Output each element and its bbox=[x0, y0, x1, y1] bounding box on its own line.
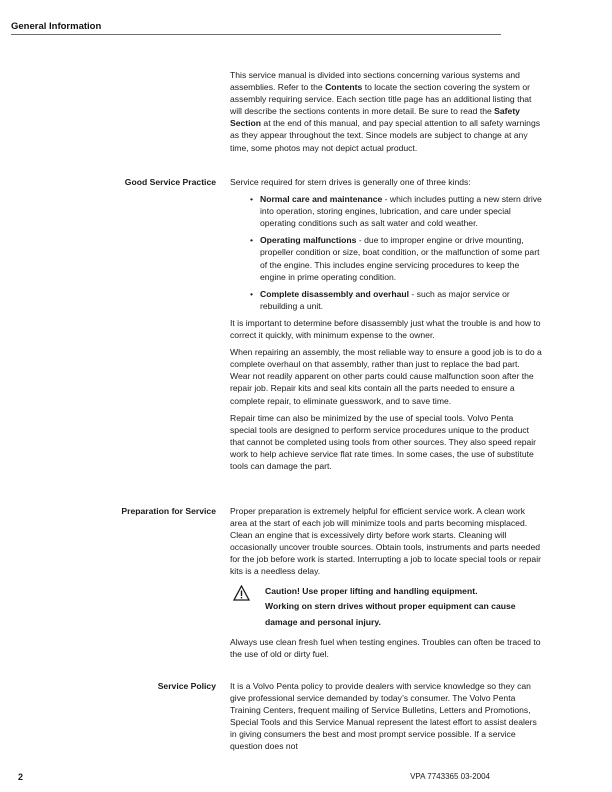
bullet-icon: • bbox=[250, 235, 254, 246]
caution-line-2: Working on stern drives without proper equipment can cause damage and personal injury. bbox=[265, 601, 516, 627]
page-number: 2 bbox=[18, 772, 24, 782]
intro-paragraph bbox=[230, 69, 542, 154]
list-item bbox=[230, 288, 542, 312]
preparation-paragraph: Proper preparation is extremely helpful for efficient service work. A clean work area at the start of each job will minimize tools and parts becoming misplaced. Clean an engine that is excessively dirty before work starts. Cleaning will occasionally uncover trouble sources. Obtain tools, instruments and parts needed for the job before work is started. Interrupting a job to locate special tools or repair kits is a needless delay. bbox=[230, 506, 541, 577]
bullet-text: - which includes putting a new stern drive into operation, storing engines, lubrication, and care under special operating conditions such as salt water and cold weather. bbox=[260, 194, 542, 229]
list-item bbox=[230, 234, 542, 282]
good-service-paragraph: It is important to determine before disassembly just what the trouble is and how to correct it quickly, with minimum expense to the owner. bbox=[230, 317, 541, 341]
section-label-good-service-practice: Good Service Practice bbox=[124, 177, 216, 187]
bullet-icon: • bbox=[250, 194, 254, 205]
good-service-section bbox=[230, 176, 542, 472]
list-item bbox=[230, 193, 542, 229]
caution-notice bbox=[230, 584, 542, 631]
bullet-text: - such as major service or rebuilding a unit. bbox=[260, 288, 510, 311]
service-kinds-list bbox=[230, 193, 542, 312]
section-label-service-policy: Service Policy bbox=[157, 681, 216, 691]
bullet-icon: • bbox=[250, 288, 254, 299]
intro-text: to locate the section covering the system or assembly requiring service. Each section title page has an additional listing that will describe the sections contents in more detail. Be sure to read the bbox=[230, 82, 532, 117]
safety-section-reference: Safety Section bbox=[230, 106, 520, 129]
warning-triangle-icon bbox=[233, 585, 250, 601]
header-rule bbox=[11, 34, 501, 35]
bullet-text: - due to improper engine or drive mounting, propeller condition or size, boat condition, or the malfunction of some part of the engine. This includes engine servicing procedures to keep the engine in prime operating condition. bbox=[260, 235, 540, 282]
contents-reference: Contents bbox=[325, 82, 363, 93]
page-header-title: General Information bbox=[11, 21, 102, 32]
document-id: VPA 7743365 03-2004 bbox=[410, 772, 490, 781]
caution-line-1: Caution! Use proper lifting and handling equipment. bbox=[265, 585, 478, 596]
good-service-lead: Service required for stern drives is generally one of three kinds: bbox=[230, 177, 471, 187]
bullet-heading: Operating malfunctions bbox=[260, 235, 357, 246]
intro-text: at the end of this manual, and pay special attention to all safety warnings as they appear throughout the text. Since models are subject to change at any time, some photos may not depict actual product. bbox=[230, 118, 541, 153]
section-label-preparation-for-service: Preparation for Service bbox=[121, 506, 216, 516]
good-service-paragraph: Repair time can also be minimized by the use of special tools. Volvo Penta special tools are designed to perform service procedures unique to the product that cannot be completed using tools from other sources. They also speed repair work to help achieve service flat rate times. In some cases, the use of substitute tools can damage the part. bbox=[230, 412, 537, 471]
preparation-after-paragraph: Always use clean fresh fuel when testing engines. Troubles can often be traced to the use of old or dirty fuel. bbox=[230, 637, 541, 660]
service-policy-section bbox=[230, 680, 542, 753]
bullet-heading: Complete disassembly and overhaul bbox=[260, 288, 410, 299]
good-service-paragraph: When repairing an assembly, the most reliable way to ensure a good job is to do a complete overhaul on that assembly, rather than just to replace the bad part. Wear not readily apparent on other parts could cause malfunction soon after the repair job. Repair kits and seal kits contain all the parts needed to ensure a complete repair, to eliminate guesswork, and to save time. bbox=[230, 347, 542, 406]
preparation-section bbox=[230, 505, 542, 660]
bullet-heading: Normal care and maintenance bbox=[260, 194, 383, 205]
intro-text: This service manual is divided into sections concerning various systems and assemblies. Refer to the bbox=[230, 70, 520, 93]
service-policy-paragraph: It is a Volvo Penta policy to provide dealers with service knowledge so they can give professional service demanded by today’s consumer. The Volvo Penta Training Centers, frequent mailing of Service Bulletins, Letters and Promotions, Special Tools and this Service Manual represent the latest effort to assist dealers in giving consumers the best and most prompt service possible. If a service question does not bbox=[230, 681, 537, 752]
